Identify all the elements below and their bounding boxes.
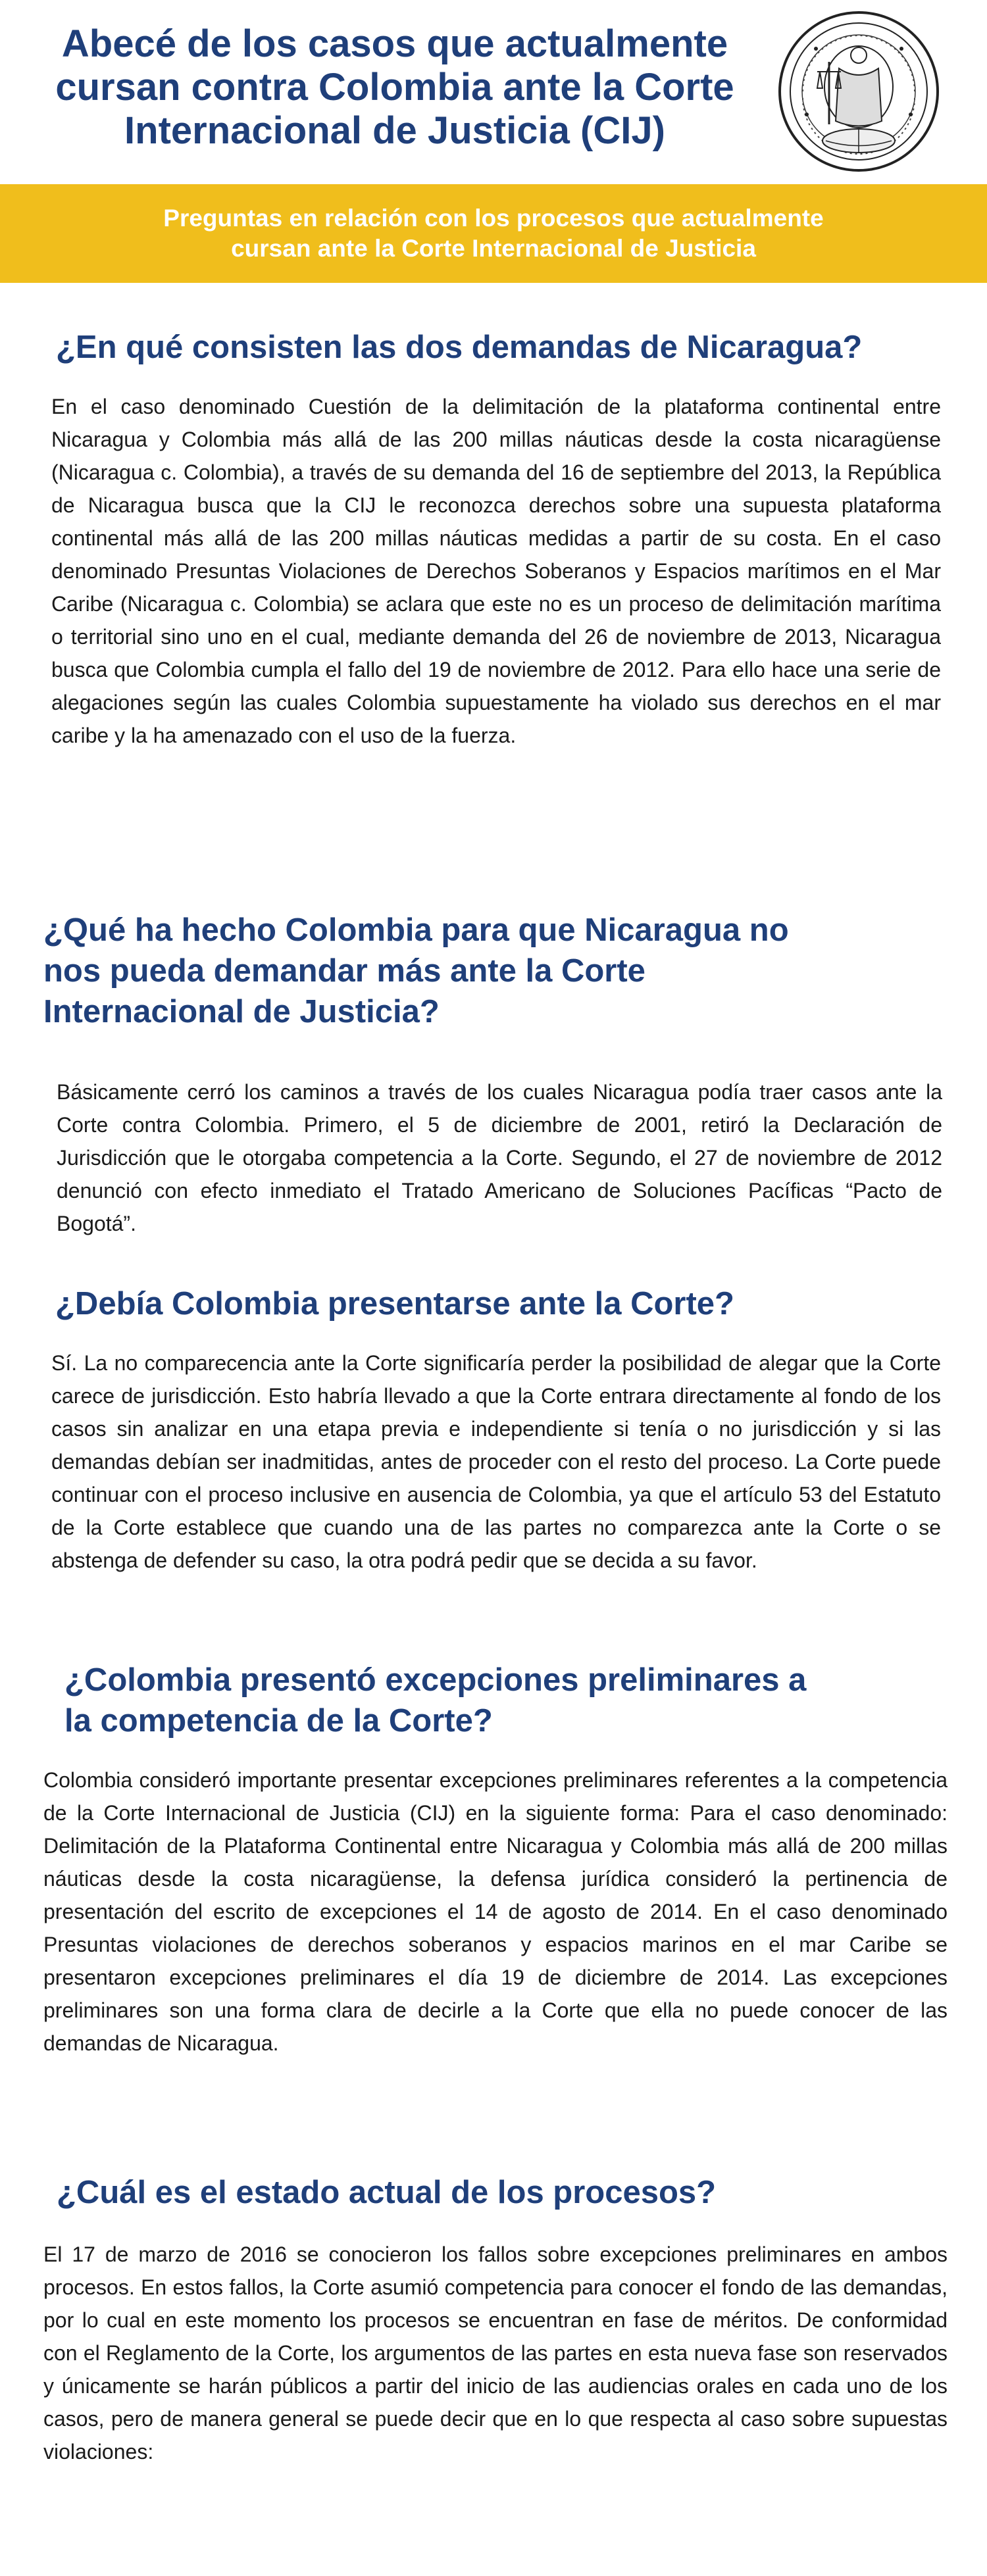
question-heading (57, 2172, 965, 2213)
question-line: ¿Cuál es el estado actual de los procesos? (57, 2175, 717, 2210)
answer-paragraph: En el caso denominado Cuestión de la delimitación de la plataforma continental entre Nicaragua y Colombia más allá de las 200 millas náuticas desde la costa nicaragüense (Nicaragua c. Colombia), a través de su demanda del 16 de septiembre del 2013, la República de Nicaragua busca que la CIJ le reconozca derechos sobre una supuesta plataforma continental más allá de las 200 millas náuticas medidas a partir de su costa. En el caso denominado Presuntas Violaciones de Derechos Soberanos y Espacios marítimos en el Mar Caribe (Nicaragua c. Colombia) se aclara que este no es un proceso de delimitación marítima o territorial sino uno en el cual, mediante demanda del 26 de noviembre de 2013, Nicaragua busca que Colombia cumpla el fallo del 19 de noviembre de 2012. Para ello hace una serie de alegaciones según las cuales Colombia supuestamente ha violado sus derechos en el mar caribe y la ha amenazado con el uso de la fuerza. (51, 395, 941, 747)
question-heading (43, 910, 965, 1032)
banner-text (66, 203, 921, 264)
banner-line: Preguntas en relación con los procesos que actualmente (163, 205, 824, 232)
question-line: ¿Qué ha hecho Colombia para que Nicaragua no (43, 912, 789, 948)
faq-section-5 (0, 2172, 987, 2468)
question-line: ¿En qué consisten las dos demandas de Nicaragua? (56, 330, 863, 365)
page-title-line: cursan contra Colombia ante la Corte (55, 66, 734, 109)
question-line: la competencia de la Corte? (64, 1703, 493, 1739)
faq-section-4 (0, 1660, 987, 2060)
faq-section-1 (0, 327, 987, 752)
header (0, 0, 987, 178)
answer-paragraph: Sí. La no comparecencia ante la Corte significaría perder la posibilidad de alegar que la Corte carece de jurisdicción. Esto habría llevado a que la Corte entrara directamente al fondo de los casos sin analizar en una etapa previa e independiente si tenía o no jurisdicción y si las demandas debían ser inadmitidas, antes de proceder con el resto del proceso. La Corte puede continuar con el proceso inclusive en ausencia de Colombia, ya que el artículo 53 del Estatuto de la Corte establece que cuando una de las partes no comparezca ante la Corte o se abstenga de defender su caso, la otra podrá pedir que se decida a su favor. (51, 1351, 941, 1572)
icj-seal-icon (776, 9, 941, 174)
banner-line: cursan ante la Corte Internacional de Justicia (231, 235, 756, 262)
question-line: ¿Debía Colombia presentarse ante la Corte? (55, 1286, 734, 1322)
page-title-line: Abecé de los casos que actualmente (61, 22, 728, 65)
page-title-line: Internacional de Justicia (CIJ) (124, 109, 665, 152)
banner (0, 184, 987, 283)
question-heading (55, 1283, 963, 1324)
question-heading (56, 327, 964, 368)
faq-section-2 (0, 910, 987, 1240)
answer-paragraph: Básicamente cerró los caminos a través de los cuales Nicaragua podía traer casos ante la Corte contra Colombia. Primero, el 5 de diciembre de 2001, retiró la Declaración de Jurisdicción que le otorgaba competencia a la Corte. Segundo, el 27 de noviembre de 2012 denunció con efecto inmediato el Tratado Americano de Soluciones Pacíficas “Pacto de Bogotá”. (57, 1080, 942, 1235)
question-heading (64, 1660, 973, 1741)
answer-paragraph: Colombia consideró importante presentar excepciones preliminares referentes a la competencia de la Corte Internacional de Justicia (CIJ) en la siguiente forma: Para el caso denominado: Delimitación de la Plataforma Continental entre Nicaragua y Colombia más allá de 200 millas náuticas desde la costa nicaragüense, la defensa jurídica consideró la pertinencia de presentación del escrito de excepciones el 14 de agosto de 2014. En el caso denominado Presuntas violaciones de derechos soberanos y espacios marinos en el mar Caribe se presentaron excepciones preliminares el día 19 de diciembre de 2014. Las excepciones preliminares son una forma clara de decirle a la Corte que ella no puede conocer de las demandas de Nicaragua. (43, 1768, 948, 2055)
answer-paragraph: El 17 de marzo de 2016 se conocieron los fallos sobre excepciones preliminares en ambos procesos. En estos fallos, la Corte asumió competencia para conocer el fondo de las demandas, por lo cual en este momento los procesos se encuentran en fase de méritos. De conformidad con el Reglamento de la Corte, los argumentos de las partes en esta nueva fase son reservados y únicamente se harán públicos a partir del inicio de las audiencias orales en cada uno de los casos, pero de manera general se puede decir que en lo que respecta al caso sobre supuestas violaciones: (43, 2242, 948, 2464)
page-title (39, 22, 750, 153)
faq-section-3 (0, 1283, 987, 1577)
question-line: ¿Colombia presentó excepciones preliminares a (64, 1662, 807, 1698)
question-line: Internacional de Justicia? (43, 994, 440, 1029)
question-line: nos pueda demandar más ante la Corte (43, 953, 645, 989)
